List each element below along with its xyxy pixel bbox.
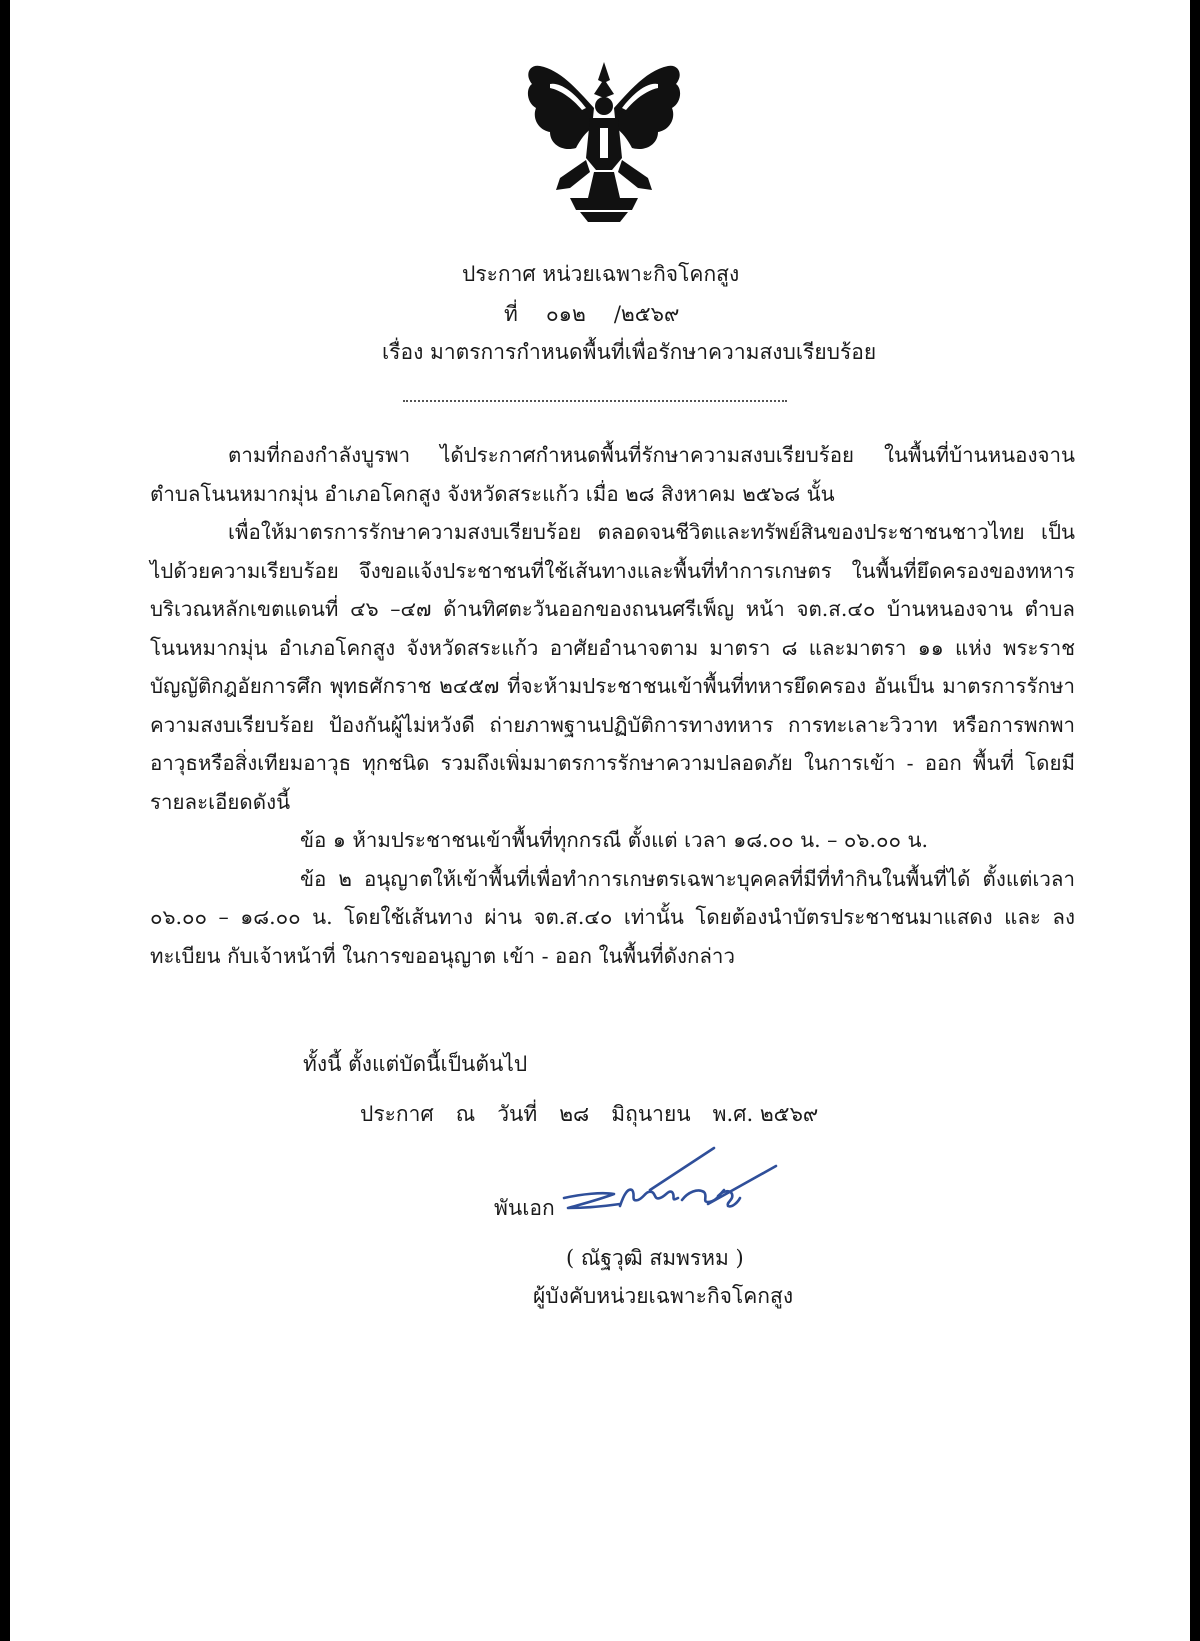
signatory-name: ( ณัฐวุฒิ สมพรหม ) bbox=[566, 1246, 744, 1270]
date-month: มิถุนายน bbox=[611, 1102, 691, 1126]
date-day: ๒๘ bbox=[559, 1102, 590, 1126]
body-paragraph-2: เพื่อให้มาตรการรักษาความสงบเรียบร้อย ตลอดจนชีวิตและทรัพย์สินของประชาชนชาวไทย เป็นไปด้วยความเรียบร้อย จึงขอแจ้งประชาชนที่ใช้เส้นทางและพื้นที่ทำการเกษตร ในพื้นที่ยึดครองของทหาร บริเวณหลักเขตแดนที่ ๔๖ –๔๗ ด้านทิศตะวันออกของถนนศรีเพ็ญ หน้า จต.ส.๔๐ บ้านหนองจาน ตำบลโนนหมากมุ่น อำเภอโคกสูง จังหวัดสระแก้ว อาศัยอำนาจตาม มาตรา ๘ และมาตรา ๑๑ แห่ง พระราชบัญญัติกฎอัยการศึก พุทธศักราช ๒๔๕๗ ที่จะห้ามประชาชนเข้าพื้นที่ทหารยึดครอง อันเป็น มาตรการรักษาความสงบเรียบร้อย ป้องกันผู้ไม่หวังดี ถ่ายภาพฐานปฏิบัติการทางทหาร การทะเลาะวิวาท หรือการพกพาอาวุธหรือสิ่งเทียมอาวุธ ทุกชนิด รวมถึงเพิ่มมาตรการรักษาความปลอดภัย ในการเข้า - ออก พื้นที่ โดยมีรายละเอียดดังนี้ bbox=[150, 520, 1075, 814]
date-label: วันที่ bbox=[497, 1102, 538, 1126]
garuda-emblem bbox=[520, 48, 688, 228]
number-year: /๒๕๖๙ bbox=[613, 302, 680, 326]
date-announced-word: ประกาศ bbox=[360, 1102, 434, 1126]
clause-1: ข้อ ๑ ห้ามประชาชนเข้าพื้นที่ทุกกรณี ตั้งแต่ เวลา ๑๘.๐๐ น. – ๐๖.๐๐ น. bbox=[300, 828, 929, 852]
announcement-title: ประกาศ หน่วยเฉพาะกิจโคกสูง bbox=[462, 262, 740, 286]
announcement-body bbox=[150, 436, 1075, 975]
announcement-subject: เรื่อง มาตรการกำหนดพื้นที่เพื่อรักษาความสงบเรียบร้อย bbox=[382, 340, 877, 364]
number-value: ๐๑๒ bbox=[545, 302, 586, 326]
dotted-divider bbox=[403, 400, 787, 402]
date-year: พ.ศ. ๒๕๖๙ bbox=[712, 1102, 819, 1126]
handwritten-signature bbox=[558, 1144, 778, 1224]
announcement-date bbox=[360, 1098, 840, 1131]
number-prefix: ที่ bbox=[504, 302, 518, 326]
clause-2: ข้อ ๒ อนุญาตให้เข้าพื้นที่เพื่อทำการเกษตรเฉพาะบุคคลที่มีที่ทำกินในพื้นที่ได้ ตั้งแต่เวลา ๐๖.๐๐ – ๑๘.๐๐ น. โดยใช้เส้นทาง ผ่าน จต.ส.๔๐ เท่านั้น โดยต้องนำบัตรประชาชนมาแสดง และ ลงทะเบียน กับเจ้าหน้าที่ ในการขออนุญาต เข้า - ออก ในพื้นที่ดังกล่าว bbox=[150, 866, 1075, 968]
effective-statement: ทั้งนี้ ตั้งแต่บัดนี้เป็นต้นไป bbox=[303, 1052, 528, 1076]
document-page bbox=[10, 0, 1190, 1641]
body-paragraph-1: ตามที่กองกำลังบูรพา ได้ประกาศกำหนดพื้นที่รักษาความสงบเรียบร้อย ในพื้นที่บ้านหนองจาน ตำบลโนนหมากมุ่น อำเภอโคกสูง จังหวัดสระแก้ว เมื่อ ๒๘ สิงหาคม ๒๕๖๘ นั้น bbox=[150, 443, 1075, 506]
signatory-position: ผู้บังคับหน่วยเฉพาะกิจโคกสูง bbox=[533, 1284, 794, 1308]
date-at-word: ณ bbox=[455, 1102, 476, 1126]
announcement-number bbox=[504, 298, 1200, 331]
signatory-rank: พันเอก bbox=[494, 1196, 555, 1220]
